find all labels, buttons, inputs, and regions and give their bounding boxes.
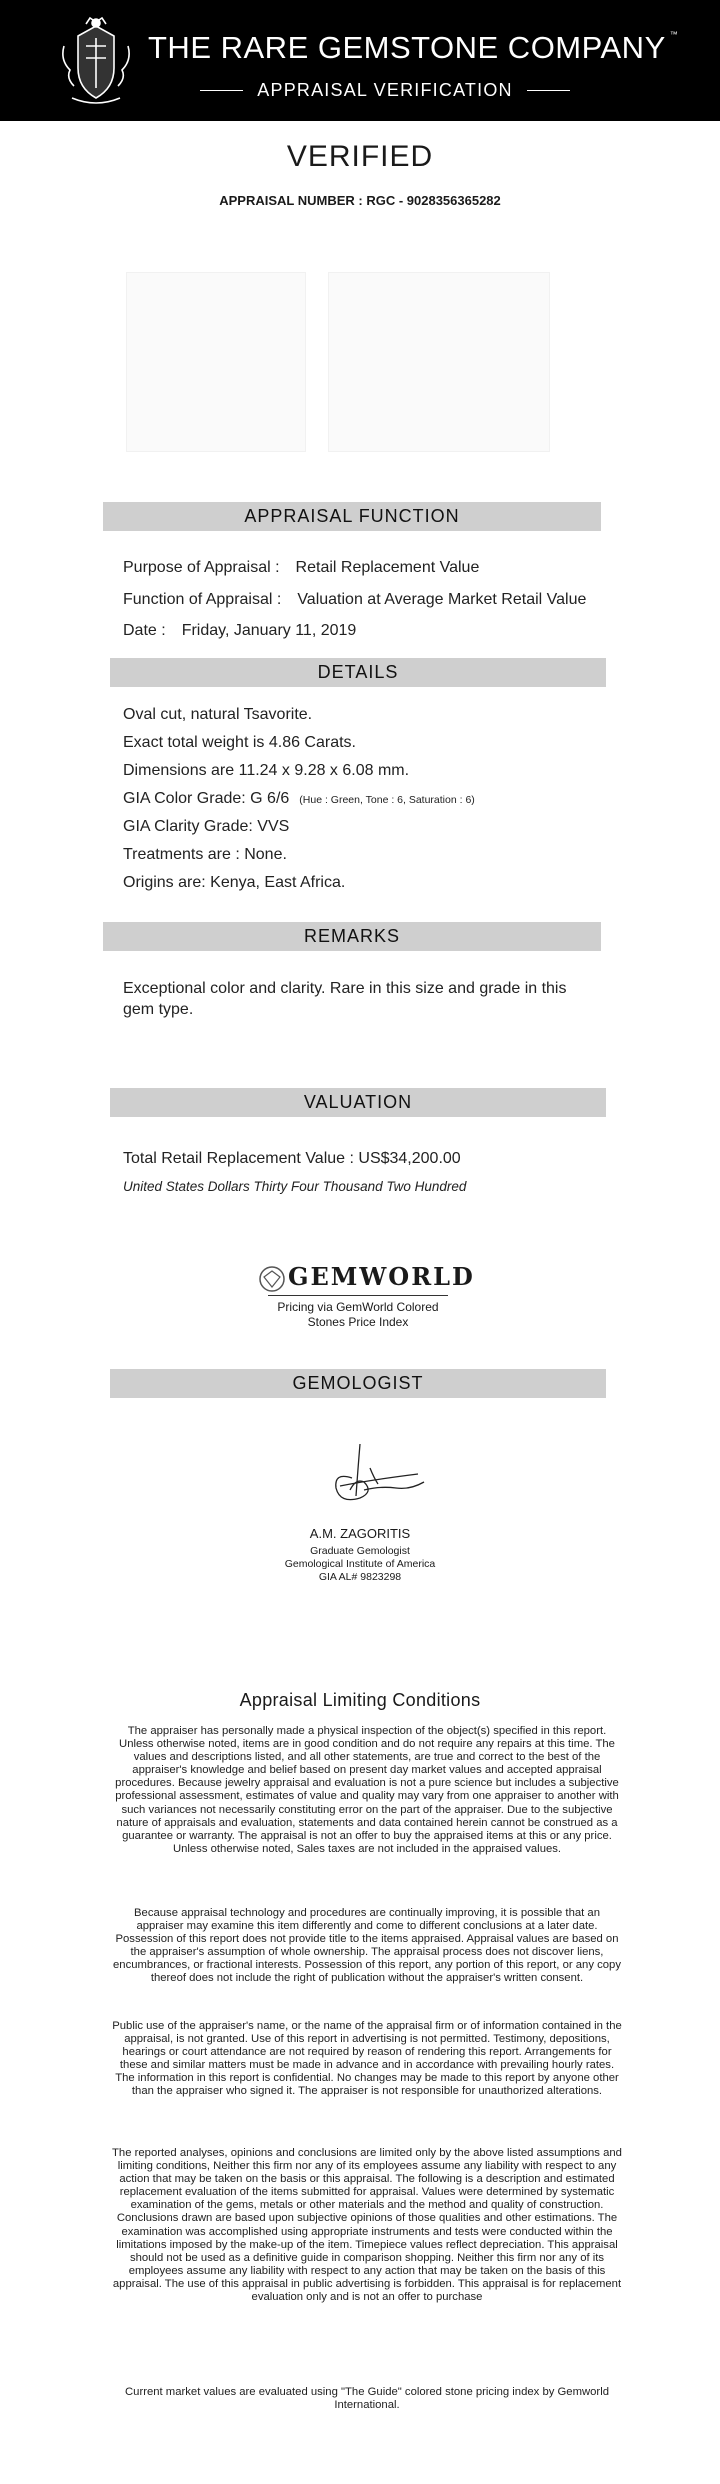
detail-weight: Exact total weight is 4.86 Carats. [123,734,356,751]
detail-origins: Origins are: Kenya, East Africa. [123,874,346,891]
function-value: Valuation at Average Market Retail Value [297,591,587,608]
gemologist-title: Graduate Gemologist [310,1545,410,1557]
date-label: Date : [123,622,166,639]
trademark-mark: ™ [669,30,679,39]
purpose-label: Purpose of Appraisal : [123,559,280,576]
gemworld-block [258,1262,475,1331]
details-heading: DETAILS [110,658,606,687]
gemworld-rule [268,1295,448,1296]
conditions-title: Appraisal Limiting Conditions [239,1690,481,1710]
date-value: Friday, January 11, 2019 [181,622,357,639]
gemworld-logo [258,1262,475,1293]
subtitle-row [200,80,570,100]
crest-icon [56,16,136,106]
valuation-total: Total Retail Replacement Value : US$34,200.00 [123,1150,461,1167]
remarks-text: Exceptional color and clarity. Rare in this size and grade in this gem type. [123,980,567,1018]
valuation-words: United States Dollars Thirty Four Thousand Two Hundred [123,1179,467,1194]
brand-name: THE RARE GEMSTONE COMPANY ™ [148,30,679,65]
detail-color-note: (Hue : Green, Tone : 6, Saturation : 6) [299,794,475,806]
function-label: Function of Appraisal : [123,591,282,608]
purpose-row [123,559,479,577]
gemologist-institute: Gemological Institute of America [284,1558,436,1570]
header-banner [0,0,720,121]
subtitle-rule-left [200,90,243,91]
gem-photo-1 [126,272,306,452]
valuation-heading: VALUATION [110,1088,606,1117]
gem-photo-2 [328,272,550,452]
gemologist-name: A.M. ZAGORITIS [309,1526,411,1541]
conditions-paragraph-5: Current market values are evaluated using "The Guide" colored stone pricing index by Gemworld International. [125,2386,609,2412]
remarks-heading: REMARKS [103,922,601,951]
conditions-paragraph-1: The appraiser has personally made a physical inspection of the object(s) specified in this report. Unless otherwise noted, items are in good condition and do not require any repairs at this time. The values and descriptions listed, and all other statements, are true and correct to the best of the appraiser's knowledge and belief based on present day market values and accepted appraisal procedures. Because jewelry appraisal and evaluation is not a pure science but includes a subjective professional assessment, estimates of value and quality may vary from one appraiser to another with such variances not necessarily constituting error on the part of the appraiser. Due to the subjective nature of appraisals and evaluation, statements and data contained herein cannot be construed as a guarantee or warranty. The appraisal is not an offer to buy the appraised items at this or any price. Unless otherwise noted, Sales taxes are not included in the appraised values. [115,1725,619,1855]
detail-dimensions: Dimensions are 11.24 x 9.28 x 6.08 mm. [123,762,410,779]
appraisal-number: APPRAISAL NUMBER : RGC - 9028356365282 [219,193,501,208]
conditions-paragraph-2: Because appraisal technology and procedures are continually improving, it is possible that an appraiser may examine this item differently and come to different conclusions at a later date. Possession of this report does not provide title to the items appraised. Appraisal values are based on the appraiser's assumption of whole ownership. The appraisal process does not discover liens, encumbrances, or fractional interests. Possession of this report, any portion of this report, or any copy thereof does not include the right of publication without the appraiser's written consent. [113,1907,621,1985]
purpose-value: Retail Replacement Value [295,559,480,576]
detail-treatments: Treatments are : None. [123,846,287,863]
detail-color-grade: GIA Color Grade: G 6/6 [123,790,290,807]
gemworld-logo-text: GEMWORLD [288,1262,475,1291]
detail-clarity: GIA Clarity Grade: VVS [123,818,290,835]
gemworld-caption-2: Stones Price Index [307,1315,409,1330]
gemologist-gia-number: GIA AL# 9823298 [318,1571,402,1583]
gem-icon [258,1265,286,1293]
conditions-paragraph-3: Public use of the appraiser's name, or the name of the appraisal firm or of information contained in the appraisal, is not granted. Use of this report in advertising is not permitted. Testimony, depositions, hearings or court attendance are not required by reason of rendering this report. Arrangements for these and similar matters must be made in advance and in accordance with prevailing hourly rates. The information in this report is confidential. No changes may be made to this report by anyone other than the appraiser who signed it. The appraiser is not responsible for unauthorized alterations. [112,2020,622,2098]
verified-title: VERIFIED [286,140,434,173]
gemworld-caption-1: Pricing via GemWorld Colored [277,1299,439,1314]
signature-image [300,1438,430,1518]
detail-cut: Oval cut, natural Tsavorite. [123,706,313,723]
date-row [123,622,356,640]
gemologist-heading: GEMOLOGIST [110,1369,606,1398]
conditions-paragraph-4: The reported analyses, opinions and conclusions are limited only by the above listed assumptions and limiting conditions, Neither this firm nor any of its employees assume any liability with respect to any action that may be taken on the basis or this appraisal. The following is a description and estimated replacement evaluation of the items submitted for appraisal. Values were determined by systematic examination of the gems, metals or other materials and the method and quality of construction. Conclusions drawn are based upon subjective opinions of those qualities and other estimations. The examination was accomplished using appropriate instruments and tests were conducted within the limitations imposed by the make-up of the item. Timepiece values reflect depreciation. This appraisal should not be used as a definitive guide in comparison shopping. Neither this firm nor any of its employees assume any liability with respect to any action that may be taken on the basis of this appraisal. The use of this appraisal in public advertising is forbidden. This appraisal is for replacement evaluation only and is not an offer to purchase [112,2147,622,2304]
appraisal-function-heading: APPRAISAL FUNCTION [103,502,601,531]
detail-color-row [123,790,475,808]
subtitle-rule-right [527,90,570,91]
function-row [123,591,586,609]
subtitle: APPRAISAL VERIFICATION [257,79,513,100]
